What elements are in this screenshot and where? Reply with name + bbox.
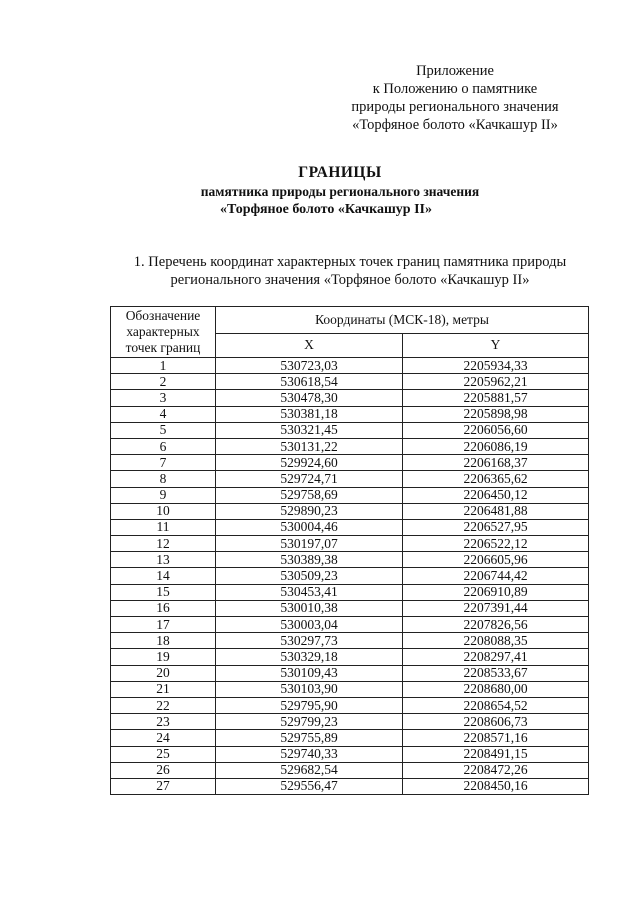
point-number-cell: 25	[111, 746, 216, 762]
y-coordinate-cell: 2205934,33	[403, 358, 589, 374]
y-coordinate-cell: 2206744,42	[403, 568, 589, 584]
table-row	[111, 374, 589, 390]
table-row	[111, 633, 589, 649]
y-coordinate-cell: 2206086,19	[403, 438, 589, 454]
x-coordinate-cell: 530381,18	[216, 406, 403, 422]
table-row	[111, 746, 589, 762]
y-coordinate-cell: 2207826,56	[403, 617, 589, 633]
title-object-name: «Торфяное болото «Качкашур II»	[219, 202, 432, 217]
y-coordinate-cell: 2208297,41	[403, 649, 589, 665]
table-row	[111, 471, 589, 487]
point-designation-header: Обозначение характерных точек границ	[111, 307, 216, 358]
appendix-line: Приложение	[416, 63, 494, 79]
point-number-cell: 20	[111, 665, 216, 681]
table-row	[111, 714, 589, 730]
section-heading	[100, 253, 600, 289]
section-heading-line: 1. Перечень координат характерных точек границ памятника природы	[133, 254, 567, 270]
x-coordinate-cell: 530723,03	[216, 358, 403, 374]
table-row	[111, 519, 589, 535]
y-coordinate-cell: 2206481,88	[403, 503, 589, 519]
point-number-cell: 24	[111, 730, 216, 746]
y-coordinate-cell: 2206365,62	[403, 471, 589, 487]
y-coordinate-cell: 2208088,35	[403, 633, 589, 649]
table-row	[111, 681, 589, 697]
point-number-cell: 13	[111, 552, 216, 568]
y-coordinate-cell: 2208680,00	[403, 681, 589, 697]
point-number-cell: 12	[111, 536, 216, 552]
table-row	[111, 649, 589, 665]
x-coordinate-cell: 529890,23	[216, 503, 403, 519]
x-coordinate-cell: 529556,47	[216, 778, 403, 794]
x-coordinate-cell: 530453,41	[216, 584, 403, 600]
x-coordinate-cell: 529682,54	[216, 762, 403, 778]
y-coordinate-cell: 2208450,16	[403, 778, 589, 794]
table-row	[111, 584, 589, 600]
x-coordinate-cell: 529755,89	[216, 730, 403, 746]
point-number-cell: 11	[111, 519, 216, 535]
x-coordinate-cell: 530010,38	[216, 600, 403, 616]
appendix-line: к Положению о памятнике	[372, 81, 538, 97]
coordinates-table	[110, 306, 589, 795]
y-coordinate-cell: 2206168,37	[403, 455, 589, 471]
table-row	[111, 536, 589, 552]
point-number-cell: 14	[111, 568, 216, 584]
point-number-cell: 21	[111, 681, 216, 697]
x-coordinate-cell: 530109,43	[216, 665, 403, 681]
coordinates-table-body	[111, 358, 589, 795]
point-number-cell: 17	[111, 617, 216, 633]
x-coordinate-cell: 530509,23	[216, 568, 403, 584]
point-number-cell: 27	[111, 778, 216, 794]
y-coordinate-cell: 2208571,16	[403, 730, 589, 746]
x-coordinate-cell: 529724,71	[216, 471, 403, 487]
point-number-cell: 2	[111, 374, 216, 390]
point-number-cell: 19	[111, 649, 216, 665]
x-coordinate-cell: 529799,23	[216, 714, 403, 730]
y-coordinate-cell: 2208491,15	[403, 746, 589, 762]
point-number-cell: 1	[111, 358, 216, 374]
point-number-cell: 9	[111, 487, 216, 503]
section-heading-line: регионального значения «Торфяное болото «Качкашур II»	[170, 272, 530, 288]
point-number-cell: 10	[111, 503, 216, 519]
x-coordinate-cell: 530197,07	[216, 536, 403, 552]
table-row	[111, 358, 589, 374]
table-row	[111, 438, 589, 454]
point-number-cell: 18	[111, 633, 216, 649]
point-number-cell: 26	[111, 762, 216, 778]
y-coordinate-cell: 2205898,98	[403, 406, 589, 422]
y-coordinate-cell: 2208606,73	[403, 714, 589, 730]
appendix-line: «Торфяное болото «Качкашур II»	[352, 117, 558, 133]
table-row	[111, 406, 589, 422]
y-coordinate-cell: 2206450,12	[403, 487, 589, 503]
title-subtitle: памятника природы регионального значения	[200, 184, 480, 199]
x-coordinate-cell: 530131,22	[216, 438, 403, 454]
table-row	[111, 390, 589, 406]
table-row	[111, 617, 589, 633]
x-coordinate-cell: 529758,69	[216, 487, 403, 503]
table-row	[111, 552, 589, 568]
x-column-header: X	[216, 333, 403, 357]
point-number-cell: 5	[111, 422, 216, 438]
x-coordinate-cell: 530297,73	[216, 633, 403, 649]
x-coordinate-cell: 530618,54	[216, 374, 403, 390]
x-coordinate-cell: 530389,38	[216, 552, 403, 568]
table-row	[111, 422, 589, 438]
y-coordinate-cell: 2206522,12	[403, 536, 589, 552]
x-coordinate-cell: 529924,60	[216, 455, 403, 471]
table-row	[111, 487, 589, 503]
point-number-cell: 22	[111, 697, 216, 713]
table-row	[111, 455, 589, 471]
point-number-cell: 15	[111, 584, 216, 600]
coordinates-header: Координаты (МСК-18), метры	[216, 307, 589, 334]
point-number-cell: 16	[111, 600, 216, 616]
y-coordinate-cell: 2206056,60	[403, 422, 589, 438]
y-column-header: Y	[403, 333, 589, 357]
y-coordinate-cell: 2208654,52	[403, 697, 589, 713]
title-main: ГРАНИЦЫ	[298, 164, 382, 181]
table-row	[111, 762, 589, 778]
y-coordinate-cell: 2208533,67	[403, 665, 589, 681]
point-number-cell: 6	[111, 438, 216, 454]
table-row	[111, 665, 589, 681]
x-coordinate-cell: 530004,46	[216, 519, 403, 535]
y-coordinate-cell: 2206910,89	[403, 584, 589, 600]
y-coordinate-cell: 2205881,57	[403, 390, 589, 406]
y-coordinate-cell: 2205962,21	[403, 374, 589, 390]
document-title	[100, 163, 580, 219]
table-row	[111, 503, 589, 519]
table-row	[111, 697, 589, 713]
point-number-cell: 8	[111, 471, 216, 487]
table-row	[111, 568, 589, 584]
appendix-line: природы регионального значения	[351, 99, 559, 115]
y-coordinate-cell: 2206527,95	[403, 519, 589, 535]
appendix-header	[300, 62, 610, 134]
point-number-cell: 3	[111, 390, 216, 406]
x-coordinate-cell: 530478,30	[216, 390, 403, 406]
table-row	[111, 600, 589, 616]
x-coordinate-cell: 530329,18	[216, 649, 403, 665]
point-number-cell: 4	[111, 406, 216, 422]
y-coordinate-cell: 2207391,44	[403, 600, 589, 616]
point-number-cell: 23	[111, 714, 216, 730]
y-coordinate-cell: 2208472,26	[403, 762, 589, 778]
point-number-cell: 7	[111, 455, 216, 471]
table-row	[111, 730, 589, 746]
x-coordinate-cell: 530103,90	[216, 681, 403, 697]
table-row	[111, 778, 589, 794]
x-coordinate-cell: 530321,45	[216, 422, 403, 438]
y-coordinate-cell: 2206605,96	[403, 552, 589, 568]
x-coordinate-cell: 529740,33	[216, 746, 403, 762]
x-coordinate-cell: 529795,90	[216, 697, 403, 713]
x-coordinate-cell: 530003,04	[216, 617, 403, 633]
